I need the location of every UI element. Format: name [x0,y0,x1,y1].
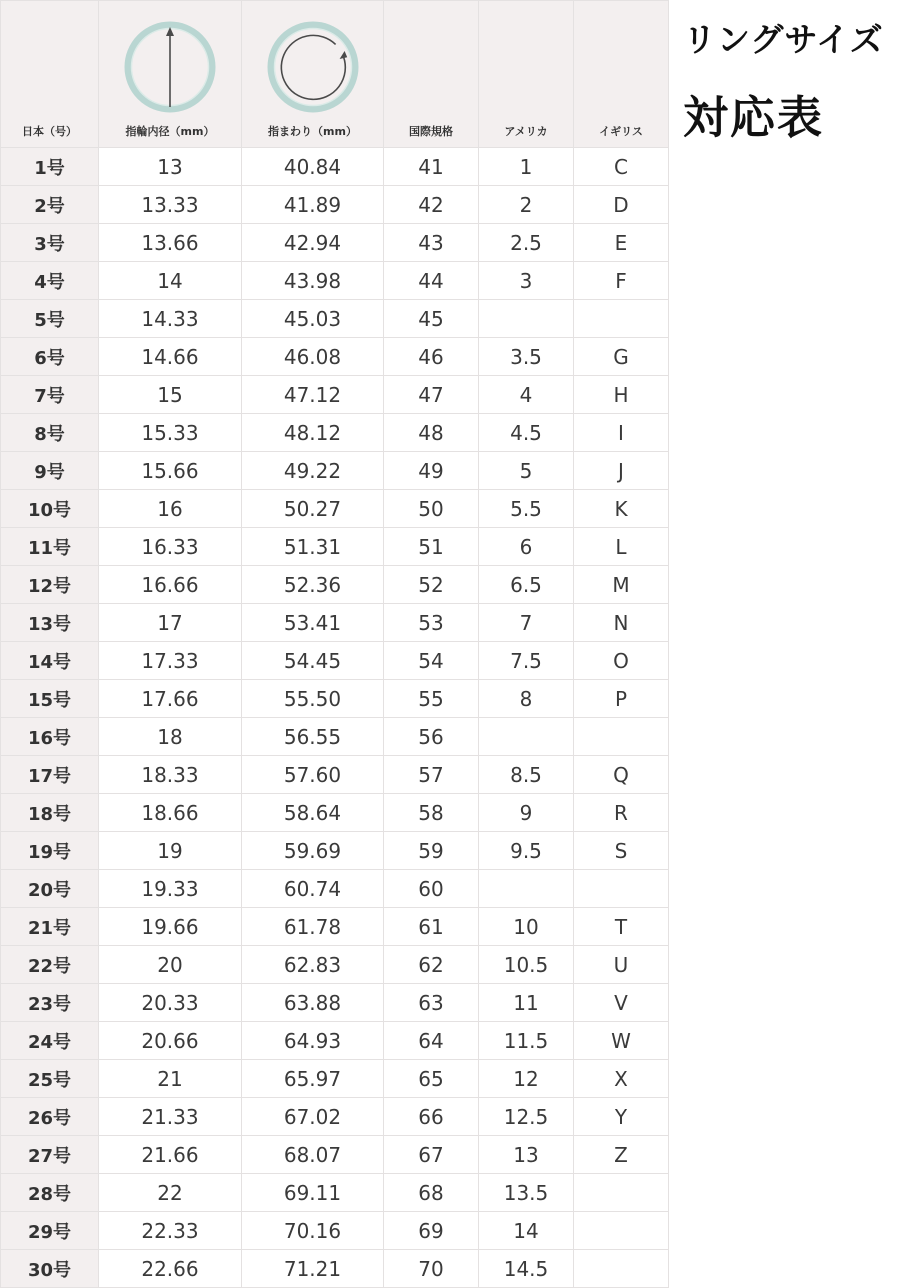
table-row [1,262,669,300]
uk-cell: O [574,642,669,680]
uk-cell: E [574,224,669,262]
header-japan [1,1,99,148]
table-row [1,946,669,984]
table-row [1,718,669,756]
international-cell: 59 [384,832,479,870]
japan-size-cell: 2号 [1,186,99,224]
table-header-row [1,1,669,148]
japan-size-cell: 16号 [1,718,99,756]
international-cell: 65 [384,1060,479,1098]
international-cell: 66 [384,1098,479,1136]
japan-size-cell: 20号 [1,870,99,908]
inner-diameter-cell: 14 [99,262,242,300]
circumference-cell: 69.11 [242,1174,384,1212]
uk-cell: G [574,338,669,376]
inner-diameter-cell: 18 [99,718,242,756]
table-row [1,756,669,794]
international-cell: 53 [384,604,479,642]
circumference-cell: 51.31 [242,528,384,566]
circumference-cell: 68.07 [242,1136,384,1174]
inner-diameter-cell: 14.66 [99,338,242,376]
uk-cell: J [574,452,669,490]
table-row [1,490,669,528]
table-row [1,1022,669,1060]
table-row [1,1136,669,1174]
japan-size-cell: 18号 [1,794,99,832]
table-row [1,794,669,832]
page-title: リングサイズ [683,20,884,59]
japan-size-cell: 29号 [1,1212,99,1250]
usa-cell: 10 [479,908,574,946]
inner-diameter-cell: 14.33 [99,300,242,338]
uk-cell: T [574,908,669,946]
inner-diameter-cell: 15.66 [99,452,242,490]
usa-cell: 11.5 [479,1022,574,1060]
page-subtitle: 対応表 [683,91,825,144]
header-inner-diameter-label: 指輪内径（mm） [125,125,215,138]
japan-size-cell: 12号 [1,566,99,604]
table-row [1,452,669,490]
circumference-cell: 70.16 [242,1212,384,1250]
japan-size-cell: 28号 [1,1174,99,1212]
uk-cell [574,1250,669,1288]
usa-cell: 1 [479,148,574,186]
circumference-cell: 43.98 [242,262,384,300]
uk-cell: Q [574,756,669,794]
header-international [384,1,479,148]
inner-diameter-cell: 22.33 [99,1212,242,1250]
uk-cell [574,1212,669,1250]
ring-circumference-icon [265,19,361,115]
uk-cell: U [574,946,669,984]
table-row [1,414,669,452]
usa-cell: 7.5 [479,642,574,680]
international-cell: 41 [384,148,479,186]
ring-inner-diameter-icon [122,19,218,115]
circumference-cell: 59.69 [242,832,384,870]
international-cell: 47 [384,376,479,414]
table-row [1,908,669,946]
inner-diameter-cell: 20 [99,946,242,984]
table-row [1,528,669,566]
inner-diameter-cell: 22 [99,1174,242,1212]
usa-cell: 6 [479,528,574,566]
table-row [1,642,669,680]
table-row [1,1212,669,1250]
japan-size-cell: 6号 [1,338,99,376]
circumference-cell: 61.78 [242,908,384,946]
usa-cell [479,870,574,908]
table-row [1,376,669,414]
table-row [1,224,669,262]
international-cell: 68 [384,1174,479,1212]
circumference-cell: 54.45 [242,642,384,680]
japan-size-cell: 15号 [1,680,99,718]
usa-cell: 11 [479,984,574,1022]
uk-cell: F [574,262,669,300]
japan-size-cell: 22号 [1,946,99,984]
inner-diameter-cell: 13.33 [99,186,242,224]
circumference-cell: 46.08 [242,338,384,376]
international-cell: 56 [384,718,479,756]
table-row [1,604,669,642]
international-cell: 70 [384,1250,479,1288]
usa-cell: 10.5 [479,946,574,984]
japan-size-cell: 7号 [1,376,99,414]
international-cell: 49 [384,452,479,490]
usa-cell: 14 [479,1212,574,1250]
japan-size-cell: 30号 [1,1250,99,1288]
header-usa-label: アメリカ [504,125,548,138]
international-cell: 60 [384,870,479,908]
japan-size-cell: 10号 [1,490,99,528]
uk-cell: X [574,1060,669,1098]
international-cell: 67 [384,1136,479,1174]
usa-cell: 5 [479,452,574,490]
international-cell: 57 [384,756,479,794]
usa-cell: 5.5 [479,490,574,528]
international-cell: 58 [384,794,479,832]
uk-cell: W [574,1022,669,1060]
table-row [1,832,669,870]
circumference-cell: 52.36 [242,566,384,604]
international-cell: 64 [384,1022,479,1060]
uk-cell: M [574,566,669,604]
japan-size-cell: 19号 [1,832,99,870]
inner-diameter-cell: 19.66 [99,908,242,946]
uk-cell: S [574,832,669,870]
usa-cell: 12 [479,1060,574,1098]
table-row [1,1060,669,1098]
uk-cell: D [574,186,669,224]
inner-diameter-cell: 17.33 [99,642,242,680]
inner-diameter-cell: 16.66 [99,566,242,604]
table-row [1,566,669,604]
table-body [1,148,669,1288]
inner-diameter-cell: 16.33 [99,528,242,566]
circumference-cell: 49.22 [242,452,384,490]
inner-diameter-cell: 21 [99,1060,242,1098]
usa-cell: 7 [479,604,574,642]
table-row [1,300,669,338]
usa-cell: 14.5 [479,1250,574,1288]
uk-cell: L [574,528,669,566]
international-cell: 69 [384,1212,479,1250]
inner-diameter-cell: 15.33 [99,414,242,452]
japan-size-cell: 23号 [1,984,99,1022]
circumference-cell: 42.94 [242,224,384,262]
circumference-cell: 57.60 [242,756,384,794]
uk-cell [574,1174,669,1212]
table-row [1,870,669,908]
japan-size-cell: 3号 [1,224,99,262]
uk-cell [574,870,669,908]
japan-size-cell: 26号 [1,1098,99,1136]
title-block [683,14,884,146]
international-cell: 44 [384,262,479,300]
header-usa [479,1,574,148]
usa-cell: 6.5 [479,566,574,604]
international-cell: 43 [384,224,479,262]
table-row [1,1174,669,1212]
usa-cell: 2.5 [479,224,574,262]
inner-diameter-cell: 18.33 [99,756,242,794]
usa-cell: 13.5 [479,1174,574,1212]
usa-cell: 3 [479,262,574,300]
header-inner-diameter [99,1,242,148]
japan-size-cell: 21号 [1,908,99,946]
japan-size-cell: 27号 [1,1136,99,1174]
inner-diameter-cell: 20.66 [99,1022,242,1060]
japan-size-cell: 13号 [1,604,99,642]
international-cell: 52 [384,566,479,604]
circumference-cell: 63.88 [242,984,384,1022]
circumference-cell: 65.97 [242,1060,384,1098]
table-row [1,338,669,376]
usa-cell [479,718,574,756]
uk-cell: R [574,794,669,832]
usa-cell: 4 [479,376,574,414]
uk-cell: C [574,148,669,186]
uk-cell: Z [574,1136,669,1174]
international-cell: 42 [384,186,479,224]
inner-diameter-cell: 17.66 [99,680,242,718]
circumference-cell: 60.74 [242,870,384,908]
circumference-cell: 67.02 [242,1098,384,1136]
japan-size-cell: 8号 [1,414,99,452]
uk-cell [574,718,669,756]
japan-size-cell: 11号 [1,528,99,566]
circumference-cell: 47.12 [242,376,384,414]
table-row [1,1250,669,1288]
uk-cell: N [574,604,669,642]
uk-cell: H [574,376,669,414]
circumference-cell: 58.64 [242,794,384,832]
table-row [1,1098,669,1136]
usa-cell: 2 [479,186,574,224]
circumference-cell: 41.89 [242,186,384,224]
table-row [1,186,669,224]
circumference-cell: 55.50 [242,680,384,718]
inner-diameter-cell: 17 [99,604,242,642]
table-row [1,148,669,186]
inner-diameter-cell: 21.66 [99,1136,242,1174]
international-cell: 45 [384,300,479,338]
usa-cell: 8.5 [479,756,574,794]
japan-size-cell: 24号 [1,1022,99,1060]
header-uk-label: イギリス [599,125,643,138]
international-cell: 50 [384,490,479,528]
usa-cell [479,300,574,338]
table-row [1,680,669,718]
inner-diameter-cell: 19 [99,832,242,870]
inner-diameter-cell: 20.33 [99,984,242,1022]
uk-cell: K [574,490,669,528]
header-international-label: 国際規格 [409,125,453,138]
table-row [1,984,669,1022]
japan-size-cell: 9号 [1,452,99,490]
inner-diameter-cell: 21.33 [99,1098,242,1136]
japan-size-cell: 5号 [1,300,99,338]
international-cell: 54 [384,642,479,680]
circumference-cell: 48.12 [242,414,384,452]
uk-cell: V [574,984,669,1022]
japan-size-cell: 25号 [1,1060,99,1098]
usa-cell: 3.5 [479,338,574,376]
header-uk [574,1,669,148]
inner-diameter-cell: 22.66 [99,1250,242,1288]
circumference-cell: 45.03 [242,300,384,338]
circumference-cell: 56.55 [242,718,384,756]
japan-size-cell: 4号 [1,262,99,300]
usa-cell: 12.5 [479,1098,574,1136]
circumference-cell: 64.93 [242,1022,384,1060]
japan-size-cell: 14号 [1,642,99,680]
circumference-cell: 50.27 [242,490,384,528]
header-japan-label: 日本（号） [22,125,77,138]
international-cell: 62 [384,946,479,984]
usa-cell: 9 [479,794,574,832]
inner-diameter-cell: 16 [99,490,242,528]
circumference-cell: 62.83 [242,946,384,984]
inner-diameter-cell: 13 [99,148,242,186]
circumference-cell: 71.21 [242,1250,384,1288]
header-circumference-label: 指まわり（mm） [268,125,357,138]
inner-diameter-cell: 13.66 [99,224,242,262]
international-cell: 61 [384,908,479,946]
usa-cell: 8 [479,680,574,718]
usa-cell: 4.5 [479,414,574,452]
inner-diameter-cell: 19.33 [99,870,242,908]
uk-cell: P [574,680,669,718]
international-cell: 46 [384,338,479,376]
uk-cell: I [574,414,669,452]
circumference-cell: 40.84 [242,148,384,186]
usa-cell: 9.5 [479,832,574,870]
international-cell: 63 [384,984,479,1022]
uk-cell: Y [574,1098,669,1136]
circumference-cell: 53.41 [242,604,384,642]
japan-size-cell: 17号 [1,756,99,794]
inner-diameter-cell: 15 [99,376,242,414]
international-cell: 55 [384,680,479,718]
usa-cell: 13 [479,1136,574,1174]
japan-size-cell: 1号 [1,148,99,186]
uk-cell [574,300,669,338]
international-cell: 51 [384,528,479,566]
international-cell: 48 [384,414,479,452]
inner-diameter-cell: 18.66 [99,794,242,832]
header-circumference [242,1,384,148]
